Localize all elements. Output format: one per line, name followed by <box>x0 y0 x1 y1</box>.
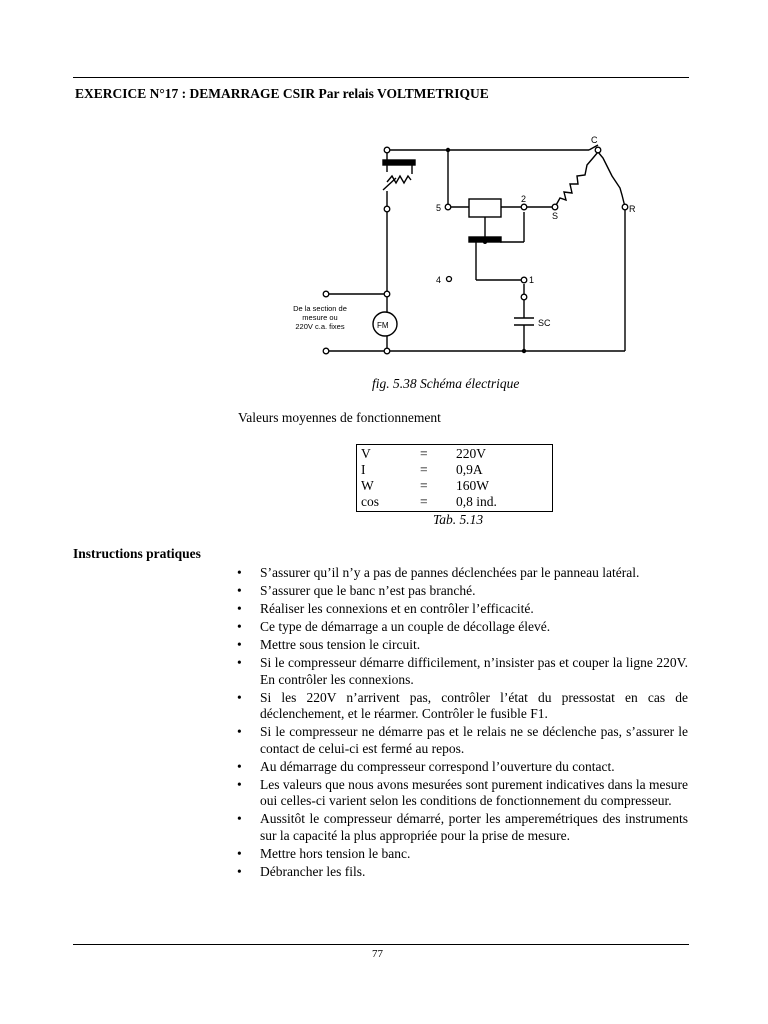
bullet-icon: • <box>237 601 242 616</box>
terminal-2-label: 2 <box>521 194 527 204</box>
terminal-4-label: 4 <box>436 275 442 285</box>
list-item-text: Si les 220V n’arrivent pas, contrôler l’état du pressostat en cas de déclenchement, et le réarmer. Contrôler le fusible F1. <box>260 689 688 721</box>
source-note-line3: 220V c.a. fixes <box>295 322 345 331</box>
list-item-text: Si le compresseur démarre difficilement, n’insister pas et couper la ligne 220V. En contrôler les connexions. <box>260 655 688 687</box>
list-item-text: Si le compresseur ne démarre pas et le relais ne se déclenche pas, s’assurer le contact de celui-ci est fermé au repos. <box>260 724 688 756</box>
list-item <box>236 724 688 757</box>
bullet-icon: • <box>237 565 242 580</box>
bullet-icon: • <box>237 637 242 652</box>
list-item-text: Débrancher les fils. <box>260 863 366 879</box>
table-cell-value: 0,8 ind. <box>456 494 497 509</box>
values-heading: Valeurs moyennes de fonctionnement <box>238 410 441 425</box>
list-item-text: Aussitôt le compresseur démarré, porter les amperemétriques des instruments sur la capacité la plus appropriée pour la prise de mesure. <box>260 811 688 843</box>
table-cell-symbol: W <box>361 478 374 493</box>
list-item <box>236 583 688 600</box>
table-cell-symbol: V <box>361 446 371 461</box>
list-item <box>236 690 688 723</box>
terminal-r-label: R <box>629 204 636 214</box>
capacitor-sc-label: SC <box>538 318 551 328</box>
list-item <box>236 601 688 618</box>
exercise-title: EXERCICE N°17 : DEMARRAGE CSIR Par relais VOLTMETRIQUE <box>75 86 489 101</box>
terminal-s-label: S <box>552 211 559 221</box>
list-item-text: Mettre hors tension le banc. <box>260 845 411 861</box>
bullet-icon: • <box>237 811 242 826</box>
list-item <box>236 655 688 688</box>
figure-caption: fig. 5.38 Schéma électrique <box>372 376 520 391</box>
table-cell-value: 220V <box>456 446 486 461</box>
list-item-text: Au démarrage du compresseur correspond l’ouverture du contact. <box>260 758 615 774</box>
table-cell-eq: = <box>420 478 428 493</box>
terminal-c-label: C <box>591 135 598 145</box>
list-item <box>236 846 688 863</box>
list-item <box>236 777 688 810</box>
wiring-schematic <box>0 0 768 400</box>
list-item <box>236 619 688 636</box>
bullet-icon: • <box>237 776 242 792</box>
motor-fm-label: FM <box>377 321 389 330</box>
table-cell-value: 160W <box>456 478 489 493</box>
list-item <box>236 637 688 654</box>
bottom-rule <box>73 944 689 945</box>
list-item <box>236 864 688 881</box>
table-cell-eq: = <box>420 494 428 509</box>
list-item <box>236 811 688 844</box>
list-item-text: Mettre sous tension le circuit. <box>260 637 421 652</box>
table-cell-symbol: cos <box>361 494 379 509</box>
source-note-line2: mesure ou <box>302 313 338 322</box>
bullet-icon: • <box>237 724 242 739</box>
table-cell-symbol: I <box>361 462 366 477</box>
bullet-icon: • <box>237 758 242 774</box>
table-cell-eq: = <box>420 462 428 477</box>
bullet-icon: • <box>237 619 242 634</box>
list-item-text: Ce type de démarrage a un couple de décollage élevé. <box>260 619 551 634</box>
list-item-text: S’assurer qu’il n’y a pas de pannes déclenchées par le panneau latéral. <box>260 565 640 580</box>
list-item <box>236 565 688 582</box>
bullet-icon: • <box>237 863 242 879</box>
list-item-text: S’assurer que le banc n’est pas branché. <box>260 583 476 598</box>
list-item <box>236 759 688 776</box>
page-number: 77 <box>372 948 383 960</box>
table-caption: Tab. 5.13 <box>433 512 484 527</box>
values-table <box>356 444 553 512</box>
terminal-5-label: 5 <box>436 203 442 213</box>
bullet-icon: • <box>237 845 242 861</box>
bullet-icon: • <box>237 655 242 670</box>
list-item-text: Les valeurs que nous avons mesurées sont purement indicatives dans la mesure oui celles-ci varient selon les conditions de fonctionnement du compresseur. <box>260 776 688 808</box>
bullet-icon: • <box>237 689 242 705</box>
instructions-heading: Instructions pratiques <box>73 546 201 561</box>
table-cell-value: 0,9A <box>456 462 483 477</box>
terminal-1-label: 1 <box>529 275 535 285</box>
list-item-text: Réaliser les connexions et en contrôler l’efficacité. <box>260 601 534 616</box>
bullet-icon: • <box>237 583 242 598</box>
table-cell-eq: = <box>420 446 428 461</box>
source-note-line1: De la section de <box>293 304 347 313</box>
instructions-list <box>236 565 688 882</box>
